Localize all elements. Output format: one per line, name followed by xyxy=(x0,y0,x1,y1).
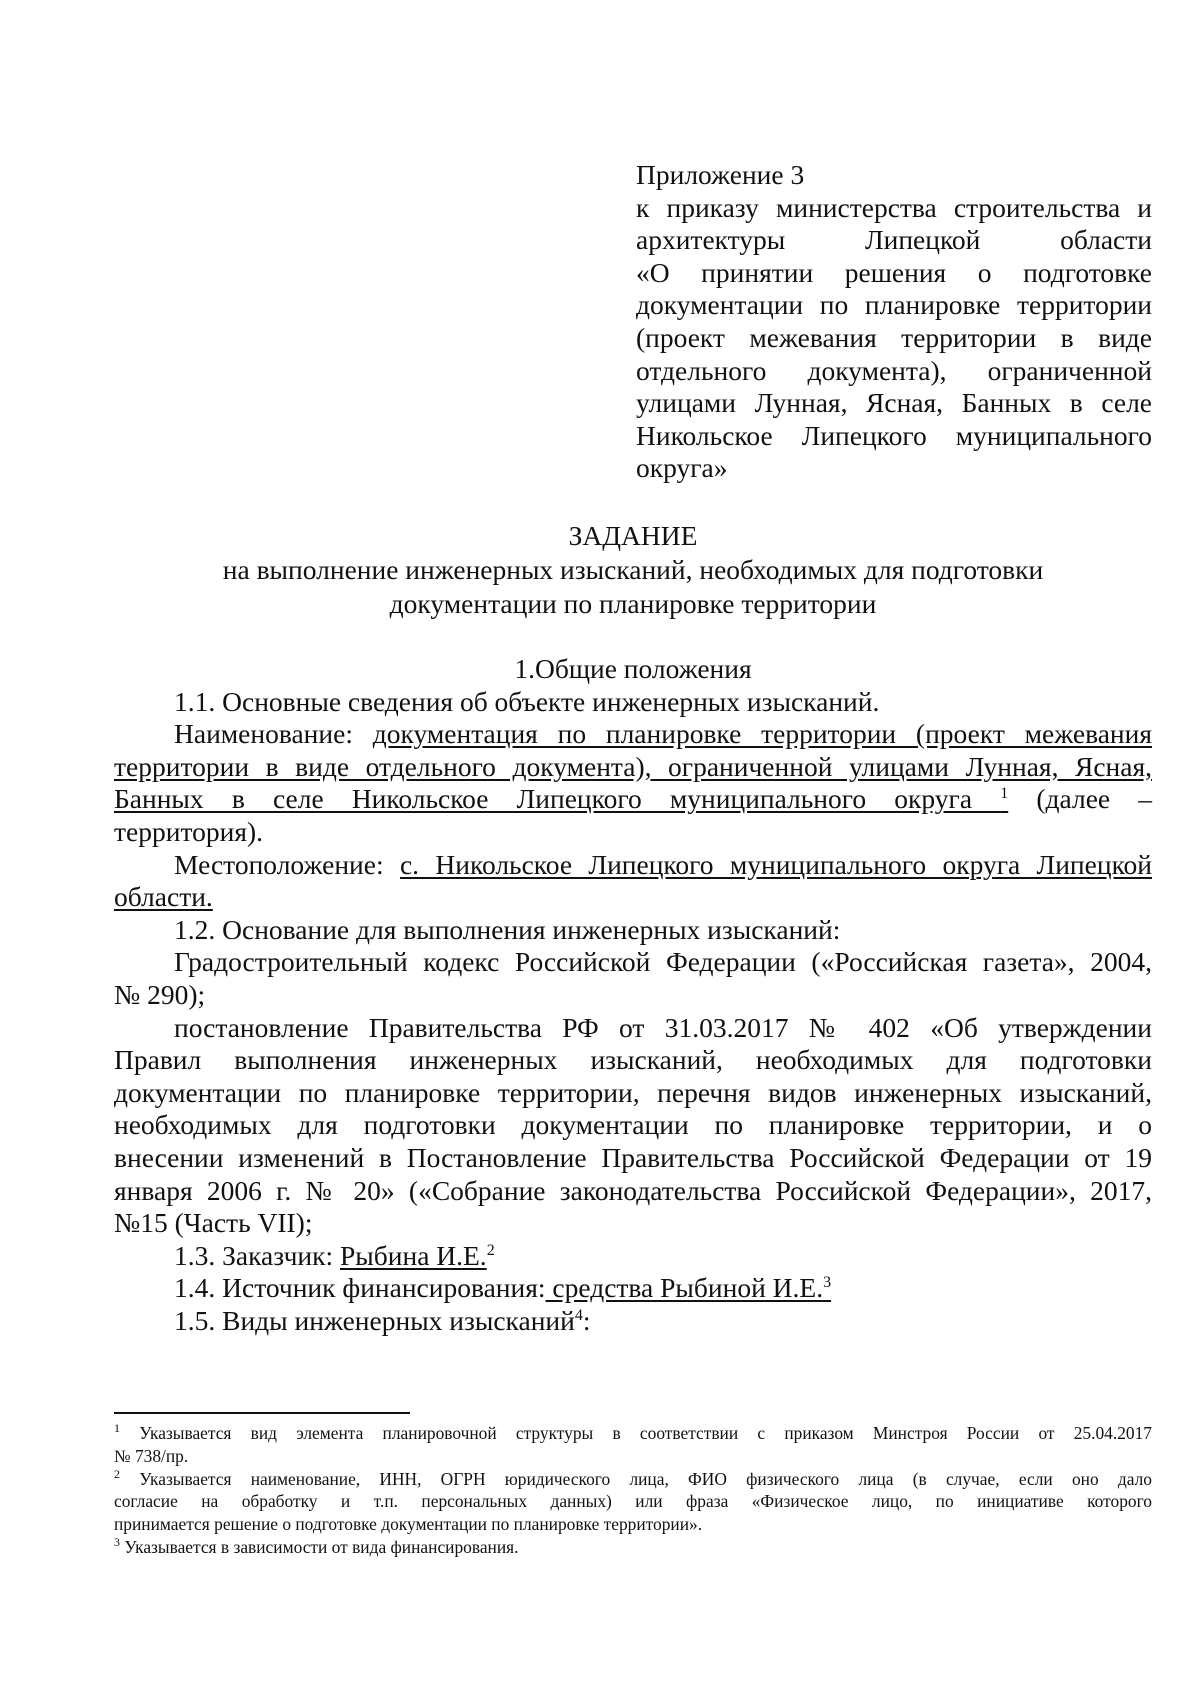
basis-line: необходимых для подготовки документации по планировке территории, и о xyxy=(114,1109,1152,1141)
clause-1-5 xyxy=(114,1305,1152,1338)
footnote-number: 2 xyxy=(114,1466,120,1481)
basis-line: постановление Правительства РФ от 31.03.2017 № 402 «Об утверждении xyxy=(174,1011,1152,1043)
name-value: Банных в селе Никольское Липецкого муниципального округа xyxy=(114,783,973,815)
footnote-2 xyxy=(114,1468,1152,1491)
footnote-ref-2[interactable]: 2 xyxy=(486,1241,495,1259)
name-value-line: территория). xyxy=(114,815,263,847)
appendix-line: отдельного документа), ограниченной xyxy=(636,354,1152,386)
funding-value-text: средства Рыбиной И.Е. xyxy=(545,1272,824,1304)
footnote-2-cont: принимается решение о подготовке документации по планировке территории». xyxy=(114,1514,703,1535)
basis-line: внесении изменений в Постановление Правительства Российской Федерации от 19 xyxy=(114,1141,1152,1173)
title-subtitle-line: на выполнение инженерных изысканий, необходимых для подготовки xyxy=(222,554,1044,585)
footnote-text: Указывается наименование, ИНН, ОГРН юридического лица, ФИО физического лица (в случае, если оно дало xyxy=(120,1468,1152,1489)
title-subtitle-line: документации по планировке территории xyxy=(389,588,877,619)
name-line xyxy=(114,718,1152,751)
footnote-number: 1 xyxy=(114,1421,120,1436)
footnote-3 xyxy=(114,1536,1152,1559)
appendix-line: округа» xyxy=(636,452,728,484)
clause-1-1: 1.1. Основные сведения об объекте инженерных изысканий. xyxy=(174,685,880,717)
name-label: Наименование: xyxy=(174,718,373,750)
basis-line: № 290); xyxy=(114,978,206,1010)
appendix-line: улицами Лунная, Ясная, Банных в селе xyxy=(636,387,1152,419)
location-line xyxy=(114,849,1152,882)
customer-value: Рыбина И.Е. xyxy=(340,1239,487,1271)
appendix-line: Никольское Липецкого муниципального xyxy=(636,419,1152,451)
name-value: документация по планировке территории (проект межевания xyxy=(372,718,1153,750)
title-heading: ЗАДАНИЕ xyxy=(568,520,698,551)
footnote-ref-4[interactable]: 4 xyxy=(574,1306,583,1324)
location-line xyxy=(114,881,1152,914)
survey-types-colon: : xyxy=(582,1304,591,1336)
basis-line: Градостроительный кодекс Российской Федерации («Российская газета», 2004, xyxy=(174,946,1152,978)
appendix-line: к приказу министерства строительства и xyxy=(636,191,1152,223)
footnote-ref-3[interactable]: 3 xyxy=(823,1274,832,1292)
appendix-line: документации по планировке территории xyxy=(636,289,1152,321)
funding-label: 1.4. Источник финансирования: xyxy=(174,1272,546,1304)
location-value: с. Никольское Липецкого муниципального округа Липецкой xyxy=(399,848,1152,880)
clause-1-4 xyxy=(114,1272,1152,1305)
footnote-text: Указывается вид элемента планировочной структуры в соответствии с приказом Минстроя России от 25.04.2017 xyxy=(120,1423,1152,1443)
basis-line: Правил выполнения инженерных изысканий, необходимых для подготовки xyxy=(114,1044,1152,1076)
footnote-number: 3 xyxy=(114,1535,120,1550)
location-label: Местоположение: xyxy=(174,848,400,880)
basis-line: января 2006 г. № 20» («Собрание законодательства Российской Федерации», 2017, xyxy=(114,1174,1152,1206)
appendix-line: «О принятии решения о подготовке xyxy=(636,256,1152,288)
footnote-2-cont: согласие на обработку и т.п. персональных данных) или фраза «Физическое лицо, по инициативе которого xyxy=(114,1491,1152,1512)
footnote-text: Указывается в зависимости от вида финансирования. xyxy=(120,1536,519,1557)
clause-1-2: 1.2. Основание для выполнения инженерных изысканий: xyxy=(174,913,841,945)
location-value: области. xyxy=(114,881,213,913)
funding-value xyxy=(546,1272,832,1303)
appendix-line: (проект межевания территории в виде xyxy=(636,321,1152,353)
footnote-separator xyxy=(114,1412,410,1414)
appendix-block xyxy=(636,159,1152,485)
basis-line: документации по планировке территории, перечня видов инженерных изысканий, xyxy=(114,1076,1152,1108)
footnotes xyxy=(114,1422,1152,1559)
name-value-line xyxy=(114,783,1152,816)
appendix-line: архитектуры Липецкой области xyxy=(636,224,1152,256)
name-tail: (далее – xyxy=(1008,783,1153,815)
clause-1-3 xyxy=(114,1240,1152,1273)
name-value-line: территории в виде отдельного документа), ограниченной улицами Лунная, Ясная, xyxy=(114,750,1152,782)
survey-types-label: 1.5. Виды инженерных изысканий xyxy=(174,1304,575,1336)
footnote-1-cont: № 738/пр. xyxy=(114,1445,189,1466)
document-title xyxy=(114,519,1152,621)
section-1 xyxy=(114,653,1152,1337)
appendix-line: Приложение 3 xyxy=(636,159,805,190)
footnote-ref-1[interactable]: 1 xyxy=(1000,785,1009,803)
basis-line: №15 (Часть VII); xyxy=(114,1207,313,1239)
customer-label: 1.3. Заказчик: xyxy=(174,1239,340,1271)
section-heading: 1.Общие положения xyxy=(514,653,752,684)
footnote-1 xyxy=(114,1422,1152,1445)
